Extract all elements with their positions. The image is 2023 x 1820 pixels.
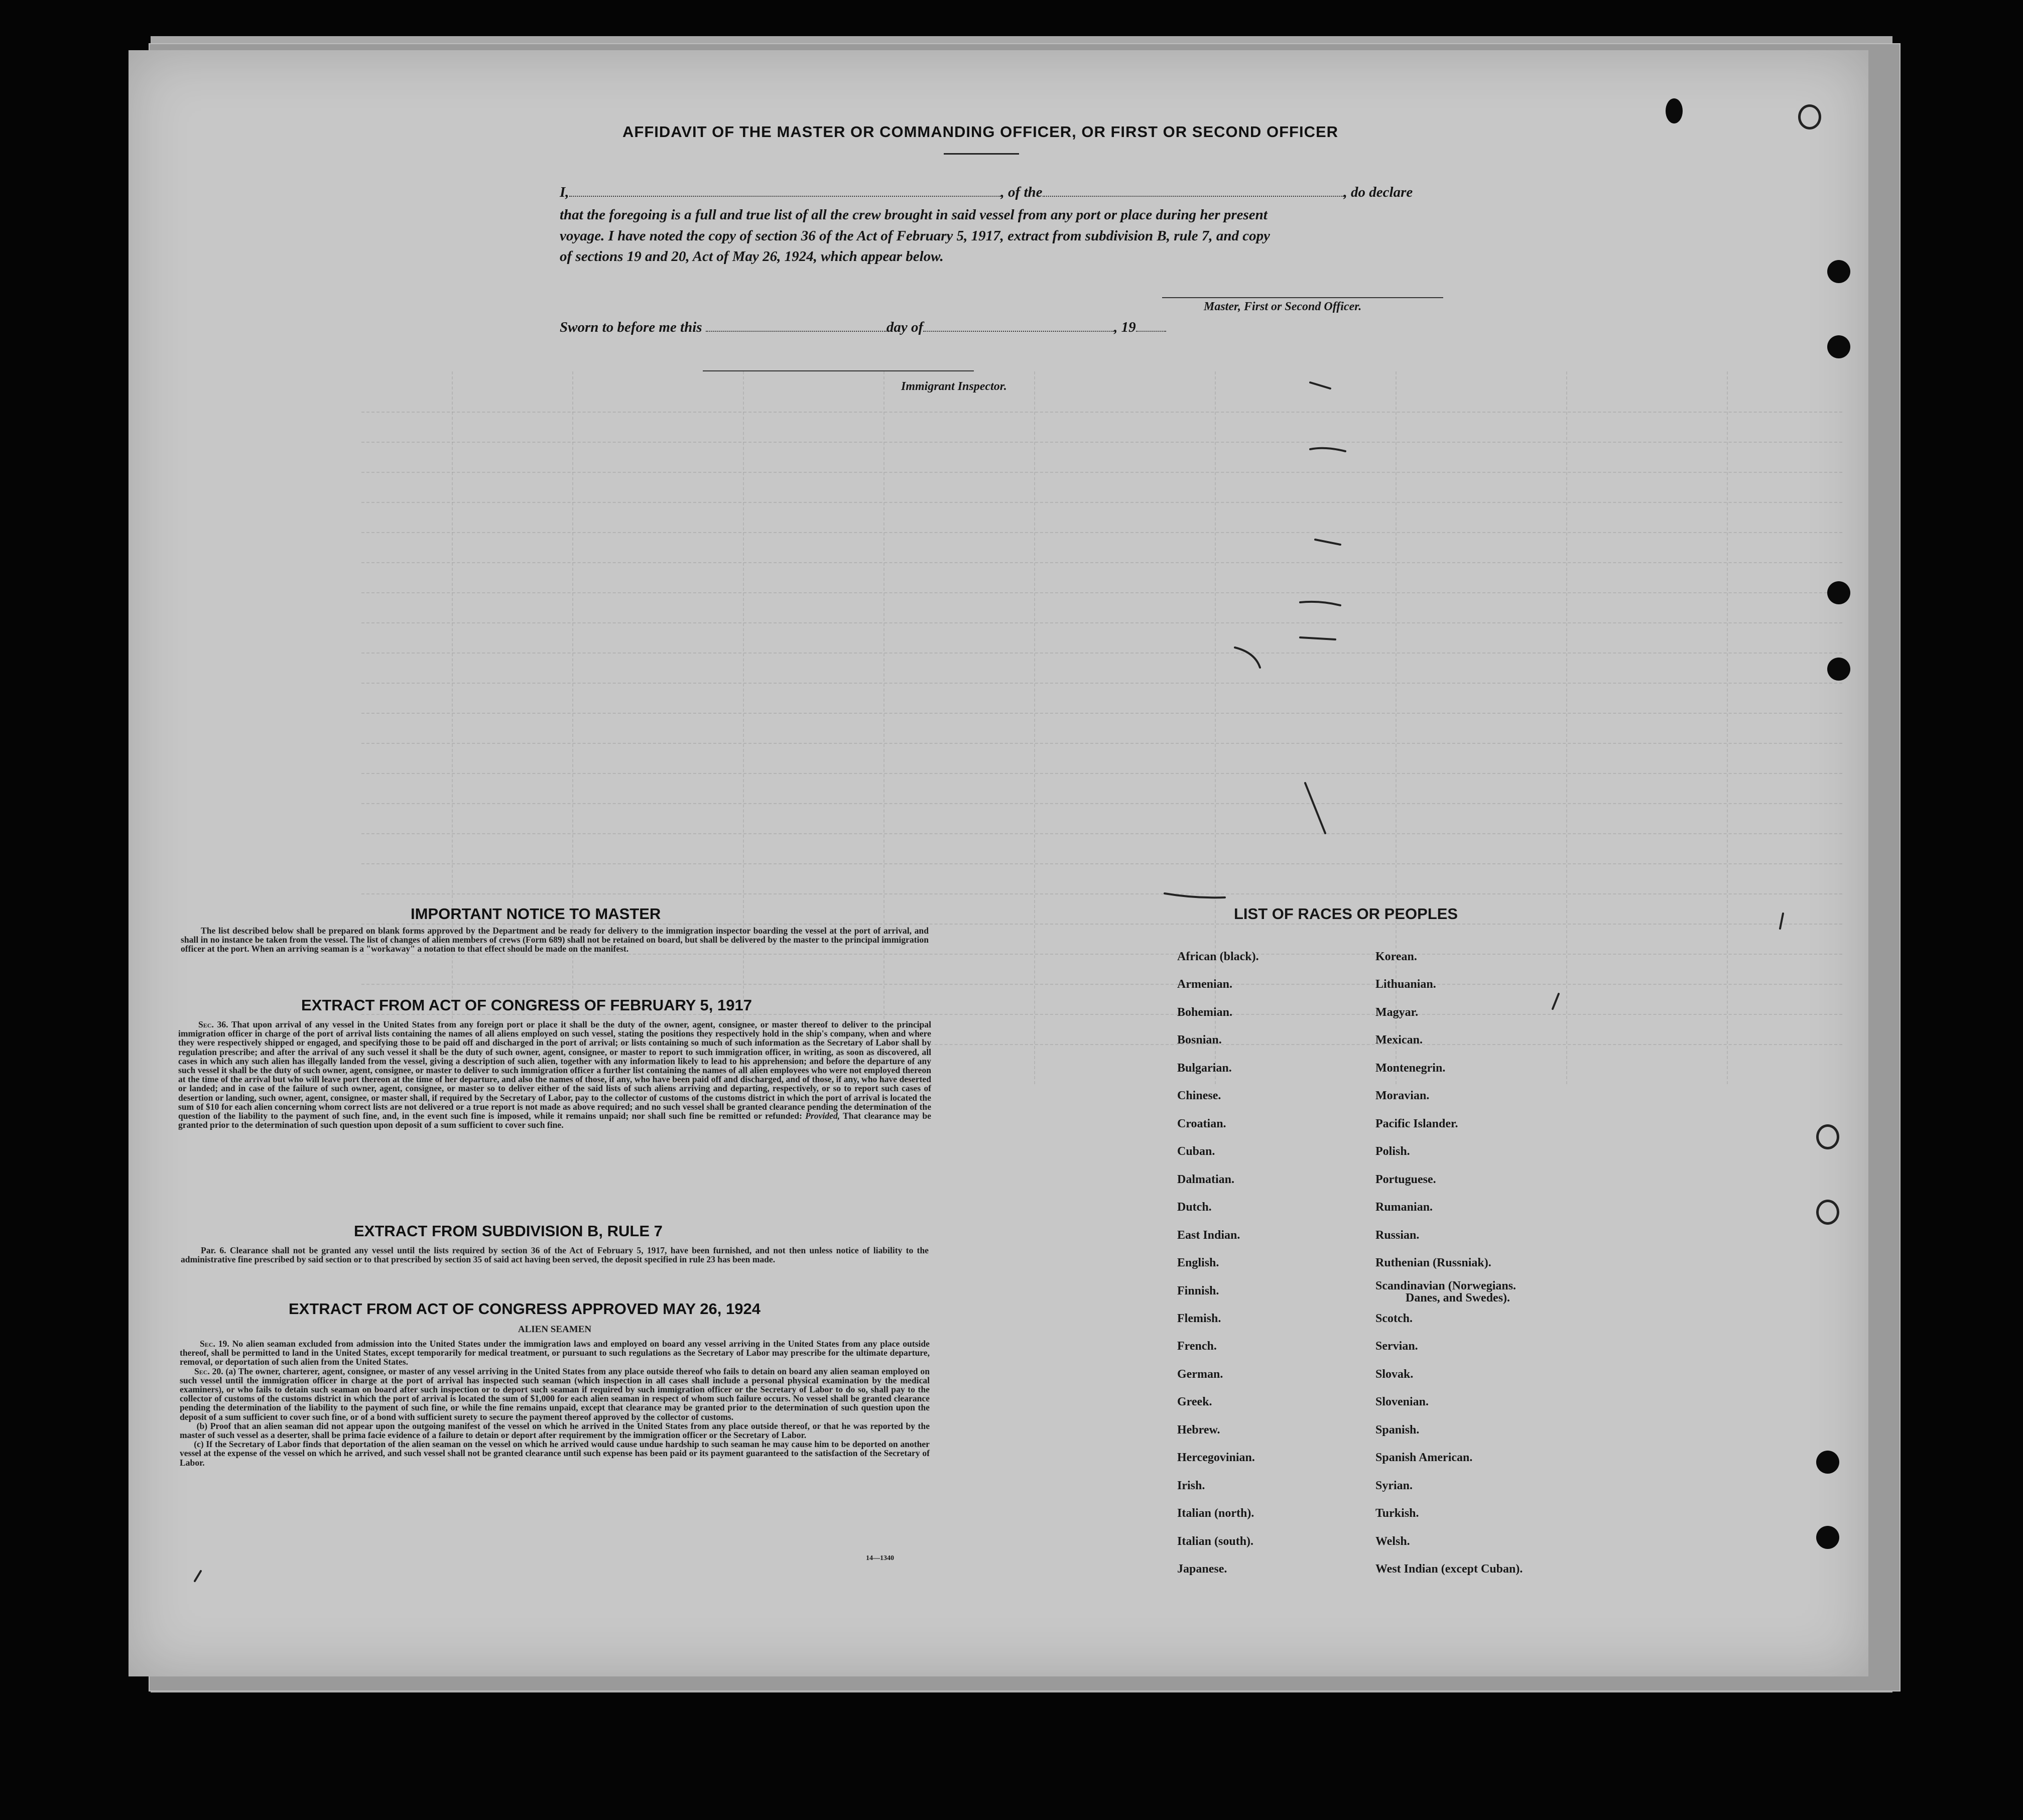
race-item: Slovenian. [1375,1395,1429,1408]
race-item: Syrian. [1375,1479,1413,1492]
race-item: Portuguese. [1375,1173,1436,1186]
race-item: Korean. [1375,950,1417,963]
races-title: LIST OF RACES OR PEOPLES [1234,905,1458,923]
race-item: Italian (north). [1177,1507,1254,1520]
race-item: Finnish. [1177,1284,1219,1297]
race-item: Russian. [1375,1229,1420,1242]
race-item: Ruthenian (Russniak). [1375,1256,1491,1269]
race-item: Cuban. [1177,1145,1215,1158]
race-item: English. [1177,1256,1219,1269]
section-20-label: Sec. 20. [194,1366,223,1376]
section-19-text: No alien seaman excluded from admission into the United States under the immigration laws and employed on board any vessel arriving in the United States from any place outside thereof, shall be permitted to land in the United States, except temporarily for medical treatment, or pursuant to such regulations as the Secretary of Labor may prescribe for the ultimate departure, removal, or deportation of such alien from the United States. [180,1339,930,1367]
race-item: Moravian. [1375,1089,1430,1102]
do-declare-label: , do declare [1343,184,1413,200]
of-the-label: , of the [1000,184,1043,200]
proviso-label: Provided, [805,1111,840,1121]
race-item: Irish. [1177,1479,1205,1492]
rule-7-title: EXTRACT FROM SUBDIVISION B, RULE 7 [354,1222,663,1240]
race-item: Bulgarian. [1177,1062,1232,1075]
section-36-text: That upon arrival of any vessel in the United States from any foreign port or place it shall be the duty of the owner, agent, consignee, or master thereof to deliver to the principal immigration officer in charge of the port of arrival lists containing the names of all aliens employed on such vessel, stating the positions they respectively hold in the ship's company, when and where they were respectively shipped or engaged, and specifying those to be paid off and discharged in the port of arrival; or lists containing so much of such information as the Secretary of Labor shall by regulation prescribe; and after the arrival of any such vessel it shall be the duty of such owner, agent, consignee, or master to report to such immigration officer, in writing, as soon as discovered, all cases in which any such alien has illegally landed from the vessel, giving a description of such alien, together with any information likely to lead to his apprehension; and before the departure of any such vessel it shall be the duty of such owner, agent, consignee, or master to deliver to such immigration officer a further list containing the names of all alien employees who were not employed thereon at the time of the arrival but who will leave port thereon at the time of her departure, and also the names of those, if any, who have been paid off and discharged, and of those, if any, who have deserted or landed; and in case of the failure of such owner, agent, consignee, or master so to deliver either of the said lists of such aliens arriving and departing, respectively, or so to report such cases of desertion or landing, such owner, agent, consignee, or master shall, if required by the Secretary of Labor, pay to the collector of customs of the customs district in which the port of arrival is located the sum of $10 for each alien concerning whom correct lists are not delivered or a true report is not made as above required; and no such vessel shall be granted clearance pending the determination of the question of the liability to the payment of such fine, and, in the event such fine is imposed, while it remains unpaid; nor shall such fine be remitted or refunded: [178,1019,931,1121]
race-item: Mexican. [1375,1033,1423,1047]
affidavit-line-2: that the foregoing is a full and true list of all the crew brought in said vessel from any port or place during her present [560,207,1268,223]
section-36-label: Sec. 36. [198,1019,228,1029]
race-item: Polish. [1375,1145,1410,1158]
race-item: Armenian. [1177,978,1232,991]
race-item: Italian (south). [1177,1535,1254,1548]
extract-1924-title: EXTRACT FROM ACT OF CONGRESS APPROVED MAY 26, 1924 [289,1300,761,1318]
notice-title: IMPORTANT NOTICE TO MASTER [411,905,661,923]
race-item: Japanese. [1177,1563,1227,1576]
race-item: Servian. [1375,1340,1418,1353]
race-item-continued: Danes, and Swedes). [1406,1291,1510,1305]
race-item: West Indian (except Cuban). [1375,1563,1523,1576]
rule-7-text: Par. 6. Clearance shall not be granted any vessel until the lists required by section 36 of the Act of February 5, 1917, have been furnished, and not then unless notice of liability to the administrative fine prescribed by said section or to that prescribed by section 35 of said act having been served, the deposit specified in rule 23 has been made. [181,1245,929,1265]
race-item: Bohemian. [1177,1006,1233,1019]
proviso-text: That clearance may be granted prior to the determination of such question upon deposit of a sum sufficient to cover such fine. [178,1111,931,1130]
race-item: Flemish. [1177,1312,1221,1325]
race-item: Turkish. [1375,1507,1419,1520]
race-item: Spanish American. [1375,1451,1473,1464]
race-item: East Indian. [1177,1229,1240,1242]
affidavit-line-4: of sections 19 and 20, Act of May 26, 1924, which appear below. [560,248,944,265]
affidavit-line-3: voyage. I have noted the copy of section 36 of the Act of February 5, 1917, extract from subdivision B, rule 7, and copy [560,228,1270,244]
notice-text: The list described below shall be prepared on blank forms approved by the Department and be ready for delivery to the immigration inspector boarding the vessel at the port of arrival, and shall in no instance be taken from the vessel. The list of changes of alien members of crews (Form 689) shall not be retained on board, but shall be delivered by the master to the principal immigration officer at the port. When an arriving seaman is a "workaway" a notation to that effect should be made on the manifest. [181,926,929,954]
section-19-label: Sec. 19. [200,1339,229,1349]
section-20b-text: (b) Proof that an alien seaman did not appear upon the outgoing manifest of the vessel on which he arrived in the United States from any place outside thereof, or that he was reported by the master of such vessel as a deserter, shall be prima facie evidence of a failure to detain or deport after requirement by the immigration officer or the Secretary of Labor. [180,1420,930,1441]
race-item: Montenegrin. [1375,1062,1446,1075]
race-item: Spanish. [1375,1423,1420,1437]
race-item: Welsh. [1375,1535,1410,1548]
race-item: Chinese. [1177,1089,1221,1102]
form-number: 14—1340 [866,1554,894,1562]
race-item: Scandinavian (Norwegians. [1375,1279,1516,1292]
master-signature-label: Master, First or Second Officer. [1204,300,1362,313]
sworn-label: Sworn to before me this [560,319,702,335]
section-20c-text: (c) If the Secretary of Labor finds that deportation of the alien seaman on the vessel on which he arrived would cause undue hardship to such seaman he may cause him to be deported on another vessel at the expense of the vessel on which he arrived, and such vessel shall not be granted clearance until such expense has been paid or its payment guaranteed to the satisfaction of the Secretary of Labor. [180,1439,930,1468]
race-item: French. [1177,1340,1217,1353]
day-of-label: day of [886,319,924,335]
race-item: African (black). [1177,950,1259,963]
race-item: German. [1177,1368,1223,1381]
race-item: Greek. [1177,1395,1212,1408]
race-item: Scotch. [1375,1312,1413,1325]
race-item: Lithuanian. [1375,978,1436,991]
race-item: Bosnian. [1177,1033,1222,1047]
inspector-signature-label: Immigrant Inspector. [901,380,1007,393]
race-item: Dalmatian. [1177,1173,1234,1186]
race-item: Hebrew. [1177,1423,1220,1437]
affidavit-title: AFFIDAVIT OF THE MASTER OR COMMANDING OFFICER, OR FIRST OR SECOND OFFICER [622,123,1339,141]
race-item: Rumanian. [1375,1201,1433,1214]
race-item: Magyar. [1375,1006,1419,1019]
alien-seamen-subtitle: ALIEN SEAMEN [518,1324,592,1335]
race-item: Hercegovinian. [1177,1451,1255,1464]
race-item: Pacific Islander. [1375,1117,1458,1130]
section-20a-text: (a) The owner, charterer, agent, consignee, or master of any vessel arriving in the United States from any place outside thereof who fails to detain on board any alien seaman employed on such vessel until the immigration officer in charge at the port of arrival has inspected such seaman (which inspection in all cases shall include a personal physical examination by the medical examiners), or who fails to detain such seaman on board after such inspection or to deport such seaman if required by such immigration officer or the Secretary of Labor to do so, shall pay to the collector of customs of the customs district in which the port of arrival is located the sum of $1,000 for each alien seaman in respect of whom such failure occurs. No vessel shall be granted clearance pending the determination of the liability to the payment of such fine, or while the fine remains unpaid, except that clearance may be granted prior to the determination of such question upon the deposit of a sum sufficient to cover such fine, or of a bond with sufficient surety to secure the payment thereof approved by the collector of customs. [180,1366,930,1422]
extract-1917-title: EXTRACT FROM ACT OF CONGRESS OF FEBRUARY 5, 1917 [301,996,752,1014]
race-item: Slovak. [1375,1368,1414,1381]
year-prefix-label: , 19 [1114,319,1136,335]
race-item: Croatian. [1177,1117,1226,1130]
race-item: Dutch. [1177,1201,1212,1214]
declarant-prefix: I, [560,184,569,200]
